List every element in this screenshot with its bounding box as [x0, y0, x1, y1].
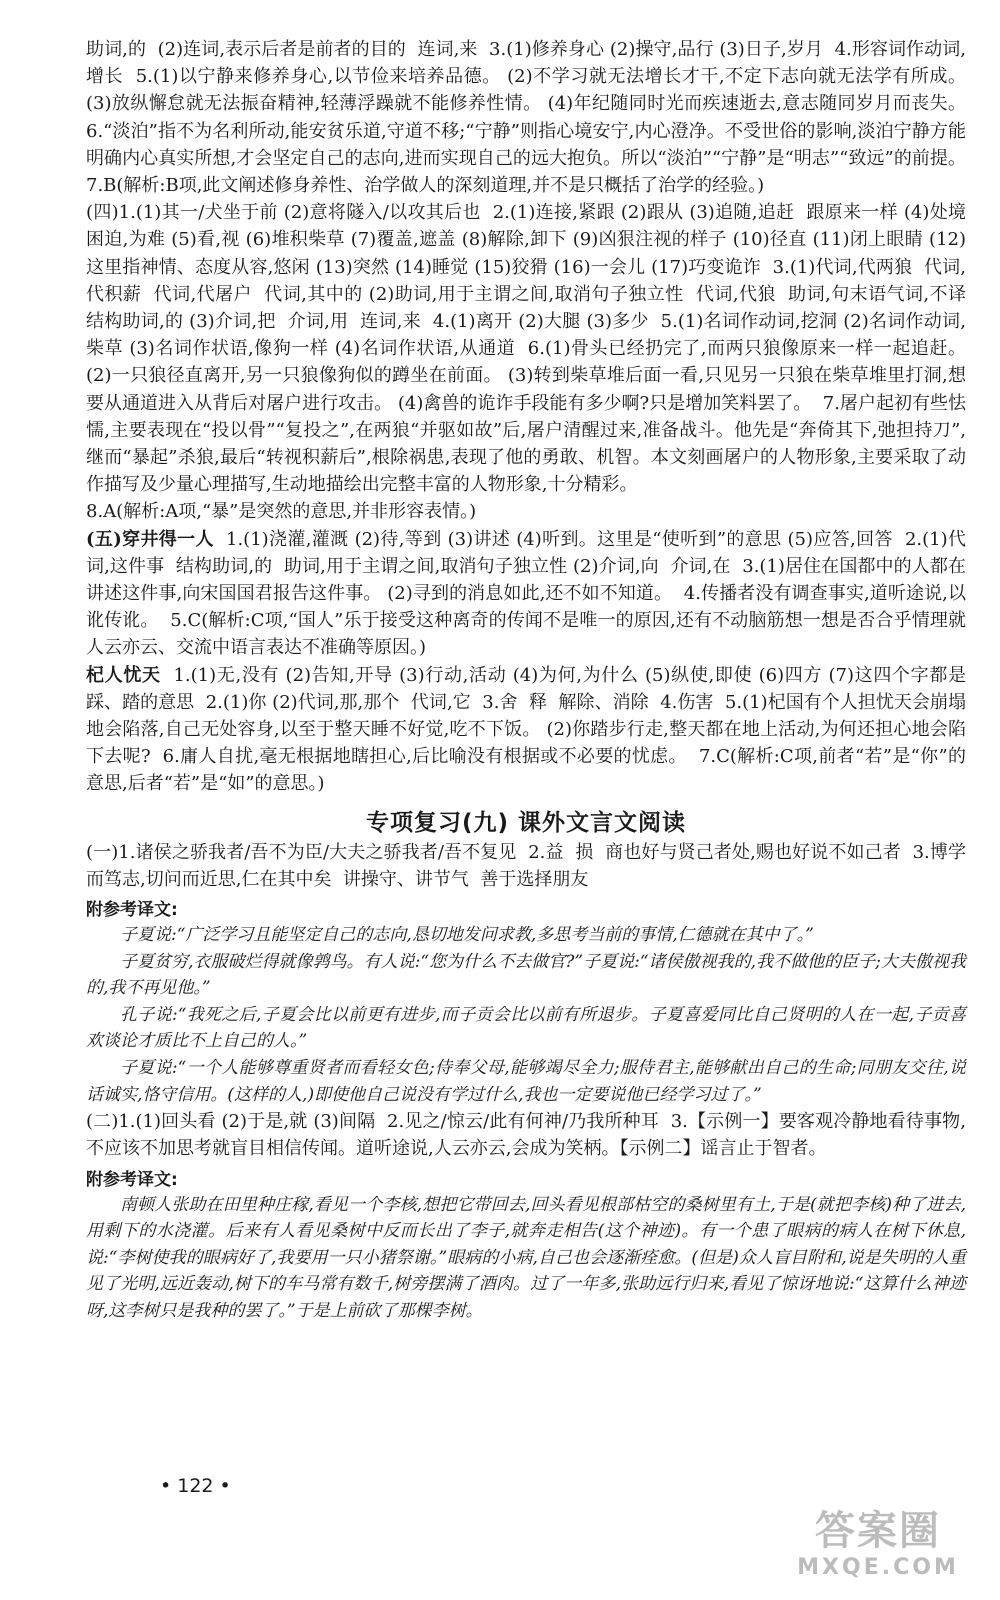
page-content [86, 36, 978, 1325]
answer-paragraph [86, 662, 966, 798]
translation-paragraph: 南顿人张助在田里种庄稼,看见一个李核,想把它带回去,回头看见根部枯空的桑树里有土,于是(就把李核)种了进去,用剩下的水浇灌。后来有人看见桑树中反而长出了李子,就奔走相告(这个神迹)。有一个患了眼病的病人在树下休息,说:“李树使我的眼病好了,我要用一只小猪祭谢。”眼病的小病,自己也会逐渐痊愈。(但是)众人盲目附和,说是失明的人重见了光明,远近轰动,树下的车马常有数千,树旁摆满了酒肉。过了一年多,张助远行归来,看见了惊讶地说:“这算什么神迹呀,这李树只是我种的罢了。”于是上前砍了那棵李树。 [86, 1194, 966, 1322]
reference-heading: 附参考译文: [86, 1169, 178, 1190]
answer-text: 1.(1)无,没有 (2)告知,开导 (3)行动,活动 (4)为何,为什么 (5)纵使,即使 (6)四方 (7)这四个字都是踩、踏的意思 2.(1)你 (2)代词,那,那个 代词,它 3.舍 释 解除、消除 4.伤害 5.(1)杞国有个人担忧天会崩塌地会陷落,自己无处容身,以至于整天睡不好觉,吃不下饭。 (2)你踏步行走,整天都在地上活动,为何还担心地会陷下去呢? 6.庸人自扰,毫无根据地瞎担心,后比喻没有根据或不必要的忧虑。 7.C(解析:C项,前者“若”是“你”的意思,后者“若”是“如”的意思。) [86, 664, 966, 795]
answer-paragraph [86, 526, 966, 662]
answer-paragraph: (四)1.(1)其一/犬坐于前 (2)意将隧入/以攻其后也 2.(1)连接,紧跟 (2)跟从 (3)追随,追赶 跟原来一样 (4)处境困迫,为难 (5)看,视 (6)堆积柴草 (7)覆盖,遮盖 (8)解除,卸下 (9)凶狠注视的样子 (10)径直 (11)闭上眼睛 (12)这里指神情、态度从容,悠闲 (13)突然 (14)睡觉 (15)狡猾 (16)一会儿 (17)巧变诡诈 3.(1)代词,代两狼 代词,代积薪 代词,代屠户 代词,其中的 (2)助词,用于主谓之间,取消句子独立性 代词,代狼 助词,句末语气词,不译 结构助词,的 (3)介词,把 介词,用 连词,来 4.(1)离开 (2)大腿 (3)多少 5.(1)名词作动词,挖洞 (2)名词作动词,柴草 (3)名词作状语,像狗一样 (4)名词作状语,从通道 6.(1)骨头已经扔完了,而两只狼像原来一样一起追赶。 (2)一只狼径直离开,另一只狼像狗似的蹲坐在前面。 (3)转到柴草堆后面一看,只见另一只狼在柴草堆里打洞,想要从通道进入从背后对屠户进行攻击。 (4)禽兽的诡诈手段能有多少啊?只是增加笑料罢了。 7.屠户起初有些怯懦,主要表现在“投以骨”“复投之”,在两狼“并驱如故”后,屠户清醒过来,准备战斗。他先是“奔倚其下,弛担持刀”,继而“暴起”杀狼,最后“转视积薪后”,根除祸患,表现了他的勇敢、机智。本文刻画屠户的人物形象,主要采取了动作描写及少量心理描写,生动地描绘出完整丰富的人物形象,十分精彩。 [86, 202, 978, 496]
answer-paragraph: 助词,的 (2)连词,表示后者是前者的目的 连词,来 3.(1)修养身心 (2)操守,品行 (3)日子,岁月 4.形容词作动词,增长 5.(1)以宁静来修养身心,以节俭来培养品德。 (2)不学习就无法增长才干,不定下志向就无法学有所成。 (3)放纵懈怠就无法振奋精神,轻薄浮躁就不能修养性情。 (4)年纪随同时光而疾速逝去,意志随同岁月而丧失。 6.“淡泊”指不为名利所动,能安贫乐道,守道不移;“宁静”则指心境安宁,内心澄净。不受世俗的影响,淡泊宁静方能明确内心真实所想,才会坚定自己的志向,进而实现自己的远大抱负。所以“淡泊”“宁静”是“明志”“致远”的前提。 7.B(解析:B项,此文阐述修身养性、治学做人的深刻道理,并不是只概括了治学的经验。) [86, 39, 978, 197]
watermark-sub: MXQE.COM [797, 1555, 959, 1580]
answer-paragraph: (一)1.诸侯之骄我者/吾不为臣/大夫之骄我者/吾不复见 2.益 损 商也好与贤己者处,赐也好说不如己者 3.博学而笃志,切问而近思,仁在其中矣 讲操守、讲节气 善于选择朋友 [86, 841, 966, 890]
reference-heading: 附参考译文: [86, 900, 178, 921]
translation-paragraph: 子夏说:“广泛学习且能坚定自己的志向,恳切地发问求教,多思考当前的事情,仁德就在其中了。” [120, 925, 814, 946]
translation-paragraph: 子夏贫穷,衣服破烂得就像鹑鸟。有人说:“您为什么不去做官?”子夏说:“诸侯傲视我的,我不做他的臣子;大夫傲视我的,我不再见他。” [86, 951, 966, 999]
section-title: 专项复习(九) 课外文言文阅读 [365, 809, 687, 836]
watermark-logo [778, 1506, 978, 1586]
watermark-main: 答案圈 [815, 1508, 941, 1554]
page-number: • 122 • [160, 1475, 231, 1497]
answer-paragraph: 8.A(解析:A项,“暴”是突然的意思,并非形容表情。) [86, 501, 477, 523]
answer-label: 杞人忧天 [86, 664, 161, 686]
answer-label: (五)穿井得一人 [86, 528, 214, 550]
translation-paragraph: 子夏说:“一个人能够尊重贤者而看轻女色;侍奉父母,能够竭尽全力;服侍君主,能够献出自己的生命;同朋友交往,说话诚实,恪守信用。(这样的人,)即使他自己说没有学过什么,我也一定要说他已经学习过了。” [86, 1058, 966, 1105]
answer-text: 1.(1)浇灌,灌溉 (2)待,等到 (3)讲述 (4)听到。这里是“使听到”的意思 (5)应答,回答 2.(1)代词,这件事 结构助词,的 助词,用于主谓之间,取消句子独立性 (2)介词,向 介词,在 3.(1)居住在国都中的人都在讲述这件事,向宋国国君报告这件事。 (2)寻到的消息如此,还不如不知道。 4.传播者没有调查事实,道听途说,以讹传讹。 5.C(解析:C项,“国人”乐于接受这种离奇的传闻不是唯一的原因,还有不动脑筋想一想是否合乎情理就人云亦云、交流中语言表达不准确等原因。) [86, 528, 966, 659]
answer-paragraph: (二)1.(1)回头看 (2)于是,就 (3)间隔 2.见之/惊云/此有何神/乃我所种耳 3.【示例一】要客观冷静地看待事物,不应该不加思考就盲目相信传闻。道听途说,人云亦云,会成为笑柄。【示例二】谣言止于智者。 [86, 1111, 966, 1160]
translation-paragraph: 孔子说:“我死之后,子夏会比以前更有进步,而子贡会比以前有所退步。子夏喜爱同比自己贤明的人在一起,子贡喜欢谈论才质比不上自己的人。” [86, 1004, 966, 1052]
